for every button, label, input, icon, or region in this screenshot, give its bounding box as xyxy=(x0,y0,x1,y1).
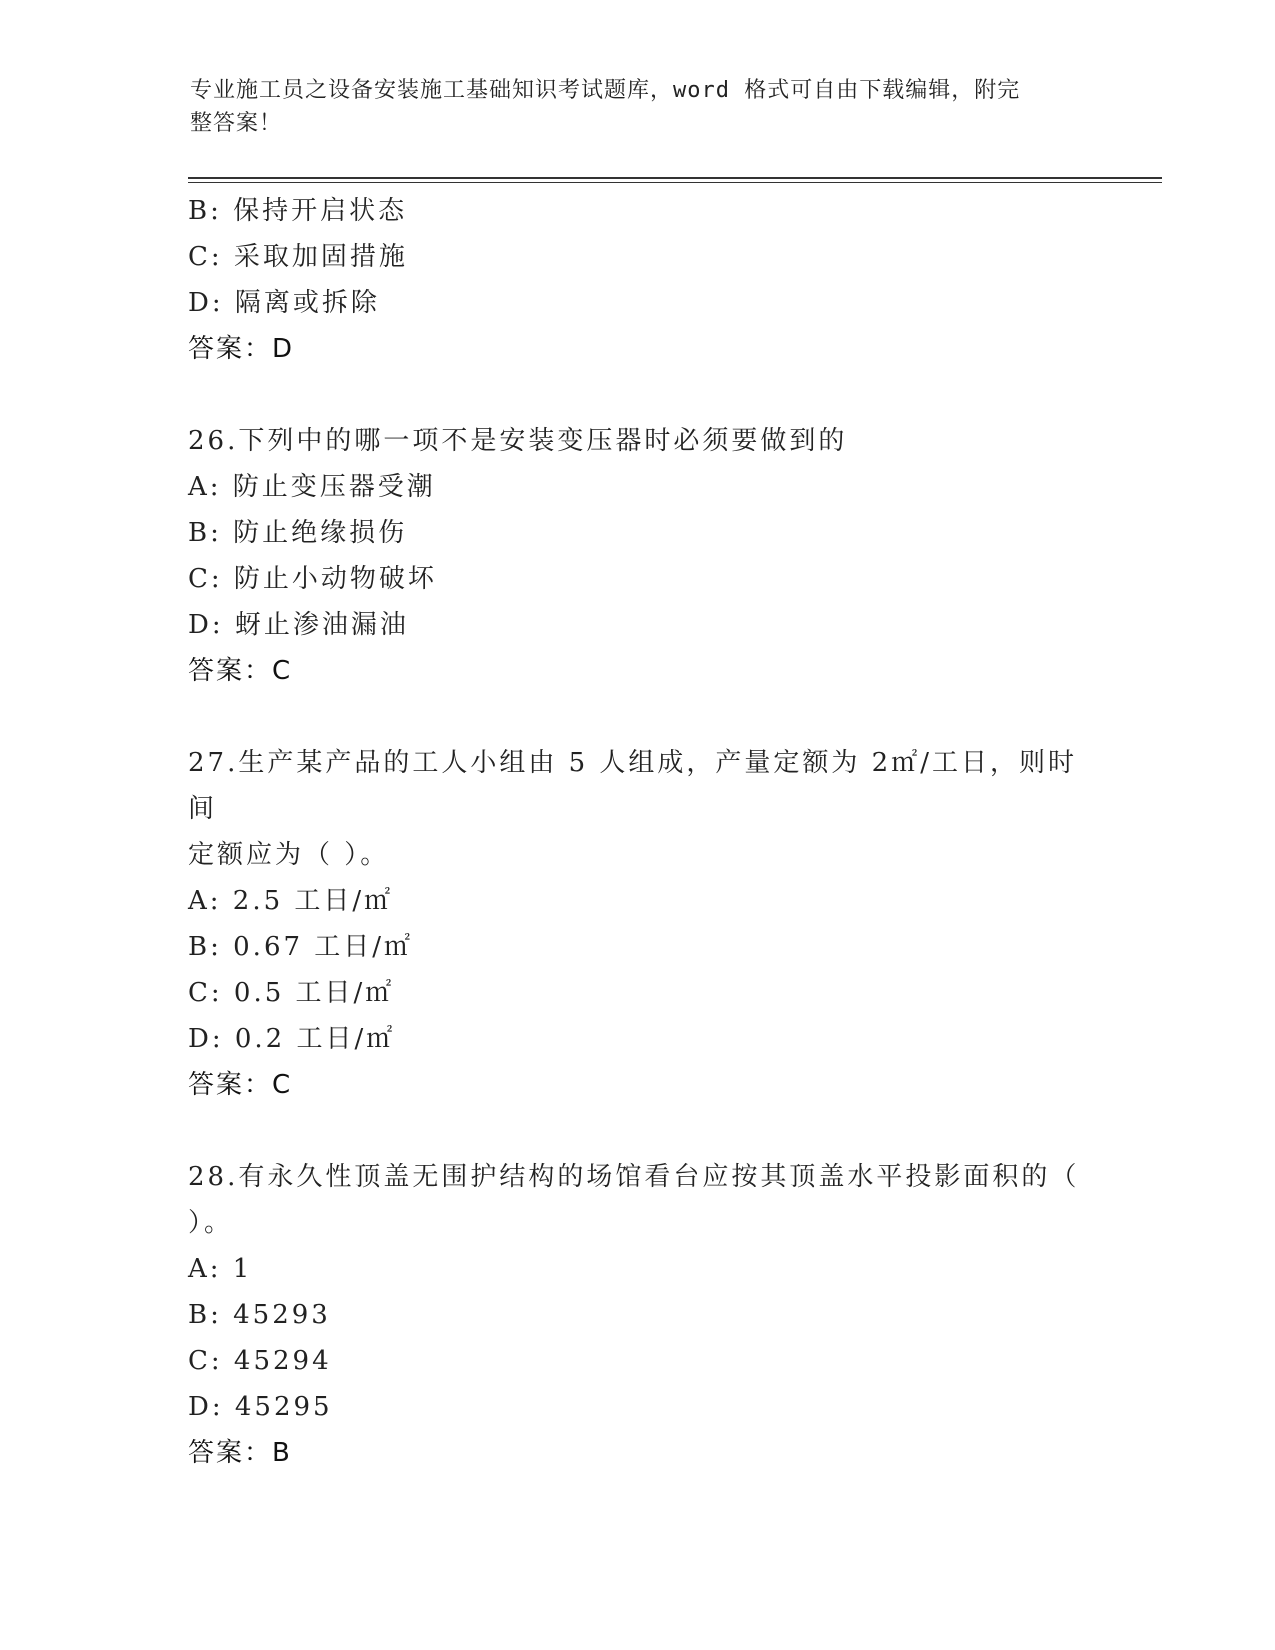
option-d: D: 45295 xyxy=(188,1392,333,1422)
option-a: A: 1 xyxy=(188,1254,253,1284)
document-body xyxy=(188,188,1088,1476)
option-c: C: 45294 xyxy=(188,1346,332,1376)
option-b: B: 45293 xyxy=(188,1300,331,1330)
question-28 xyxy=(188,1154,1088,1476)
option-a: A: 防止变压器受潮 xyxy=(188,472,436,502)
header-line-1: 专业施工员之设备安装施工基础知识考试题库，word 格式可自由下载编辑，附完 xyxy=(190,78,1021,103)
question-text-line-1: 27.生产某产品的工人小组由 5 人组成，产量定额为 2㎡/工日，则时间 xyxy=(188,748,1077,824)
option-d: D: 0.2 工日/㎡ xyxy=(188,1024,396,1054)
answer: 答案：C xyxy=(188,656,293,686)
question-text-line-1: 28.有永久性顶盖无围护结构的场馆看台应按其顶盖水平投影面积的（ xyxy=(188,1162,1080,1192)
option-c: C: 0.5 工日/㎡ xyxy=(188,978,395,1008)
question-27 xyxy=(188,740,1088,1108)
question-26 xyxy=(188,418,1088,694)
answer: 答案：C xyxy=(188,1070,293,1100)
option-b: B: 保持开启状态 xyxy=(188,196,408,226)
option-c: C: 防止小动物破坏 xyxy=(188,564,437,594)
document-header xyxy=(190,74,1070,140)
question-text-line-2: 定额应为（ ）。 xyxy=(188,840,390,870)
option-b: B: 防止绝缘损伤 xyxy=(188,518,408,548)
option-c: C: 采取加固措施 xyxy=(188,242,408,272)
header-divider xyxy=(188,177,1162,183)
question-text-line-2: ）。 xyxy=(188,1208,234,1238)
answer: 答案：B xyxy=(188,1438,292,1468)
option-d: D: 隔离或拆除 xyxy=(188,288,380,318)
header-line-2: 整答案！ xyxy=(190,111,283,136)
question-text: 26.下列中的哪一项不是安装变压器时必须要做到的 xyxy=(188,426,848,456)
answer: 答案：D xyxy=(188,334,295,364)
option-b: B: 0.67 工日/㎡ xyxy=(188,932,414,962)
option-d: D: 蚜止渗油漏油 xyxy=(188,610,409,640)
question-25-continued xyxy=(188,188,1088,372)
option-a: A: 2.5 工日/㎡ xyxy=(188,886,394,916)
